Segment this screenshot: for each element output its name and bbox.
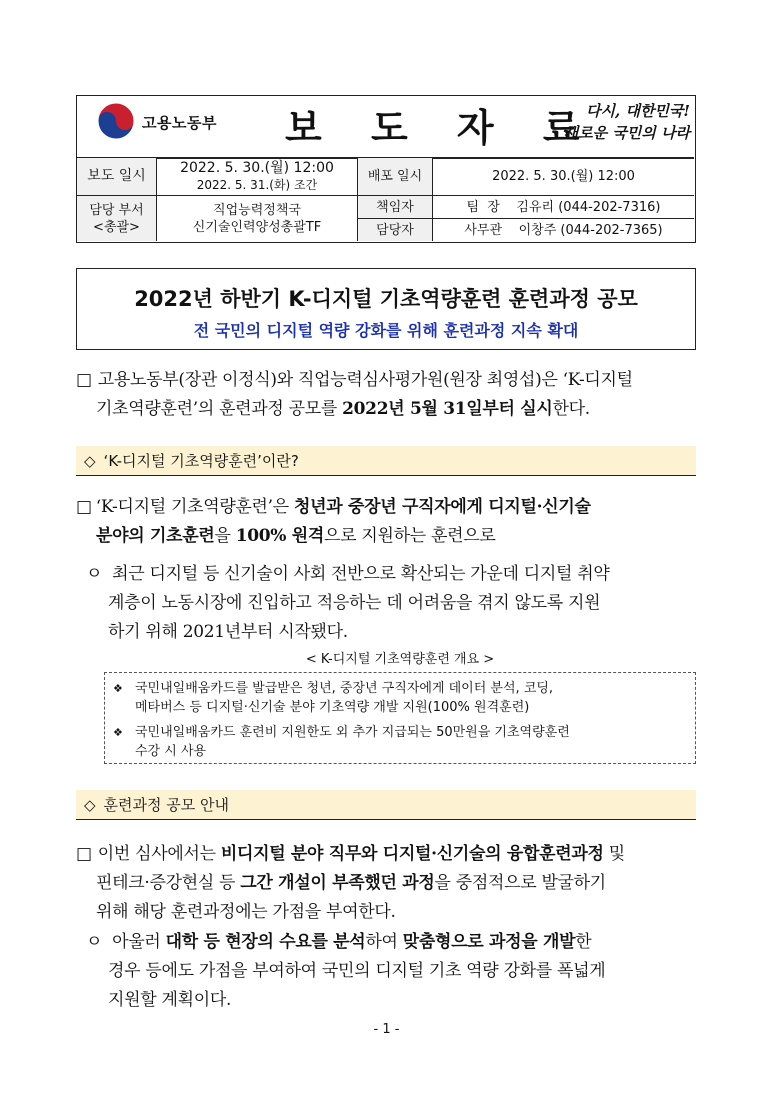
overview-item-1-line-2: 메타버스 등 디지털·신기술 분야 기초역량 개발 지원(100% 원격훈련) (135, 700, 530, 715)
intro-line-2c: 한다. (552, 399, 590, 419)
review-line-1a: 이번 심사에서는 (97, 844, 221, 864)
headline-box (76, 268, 696, 350)
section-header-about (76, 446, 696, 476)
additional-highlight-2: 맞춤형으로 과정을 개발 (402, 932, 576, 952)
paragraph-background (86, 560, 716, 647)
ministry-logo-icon (96, 101, 136, 141)
section-label-guide: 훈련과정 공모 안내 (103, 796, 230, 814)
paragraph-definition (76, 493, 716, 551)
headline: 2022년 하반기 K-디지털 기초역량훈련 훈련과정 공모 (134, 287, 638, 311)
additional-highlight-1: 대학 등 현장의 수요를 분석 (165, 932, 366, 952)
section-label-about: ‘K-디지털 기초역량훈련’이란? (103, 452, 299, 470)
paragraph-intro (76, 366, 716, 424)
diamond-bullet-icon: ❖ (113, 682, 123, 695)
overview-caption: < K-디지털 기초역량훈련 개요 > (305, 652, 495, 667)
overview-item-1 (113, 679, 691, 717)
background-line-1: 최근 디지털 등 신기술이 사회 전반으로 확산되는 가운데 디지털 취약 (112, 564, 610, 584)
overview-box (104, 672, 696, 764)
paragraph-additional (86, 928, 716, 1015)
overview-item-2-line-2: 수강 시 사용 (135, 744, 207, 759)
box-bullet: □ (76, 844, 92, 864)
release-label: 보도 일시 (77, 158, 156, 195)
release-value-2: 2022. 5. 31.(화) 조간 (196, 177, 318, 192)
definition-highlight-3: 100% 원격 (235, 526, 325, 546)
additional-line-1c: 하여 (365, 932, 403, 952)
dept-value-1: 직업능력정책국 (213, 202, 301, 218)
definition-highlight-1: 청년과 중장년 구직자에게 디지털·신기술 (294, 497, 591, 517)
diamond-bullet-icon: ❖ (113, 726, 123, 739)
doc-type-title: 보 도 자 료 (285, 105, 598, 150)
paragraph-review (76, 840, 716, 927)
definition-highlight-2: 분야의 기초훈련 (96, 526, 215, 546)
page-number: - 1 - (373, 1022, 400, 1037)
dist-label: 배포 일시 (358, 158, 432, 195)
slogan-line-2: 새로운 국민의 나라 (563, 124, 690, 142)
review-highlight-1: 비디지털 분야 직무와 디지털·신기술의 융합훈련과정 (220, 844, 604, 864)
dept-value-2: 신기술인력양성총괄TF (192, 219, 322, 235)
manager-label: 책임자 (358, 196, 432, 218)
section-header-guide (76, 790, 696, 820)
contact-value: 사무관 이창주 (044-202-7365) (464, 222, 663, 238)
additional-line-1a: 아울러 (112, 932, 166, 952)
ministry-name: 고용노동부 (142, 114, 217, 132)
slogan (540, 100, 690, 144)
release-value-1: 2022. 5. 30.(월) 12:00 (180, 159, 334, 176)
definition-line-1a: ‘K-디지털 기초역량훈련’은 (95, 497, 295, 517)
overview-item-2-line-1: 국민내일배움카드 훈련비 지원한도 외 추가 지급되는 50만원을 기초역량훈련 (135, 725, 570, 740)
diamond-icon: ◇ (84, 795, 96, 814)
box-bullet: □ (76, 497, 92, 517)
dept-label-1: 담당 부서 (89, 202, 144, 218)
review-line-2c: 을 중점적으로 발굴하기 (434, 873, 606, 893)
intro-date-highlight: 2022년 5월 31일부터 실시 (342, 399, 553, 419)
intro-line-2a: 기초역량훈련’의 훈련과정 공모를 (96, 399, 343, 419)
circle-bullet: ㅇ (86, 564, 103, 584)
intro-line-1: 고용노동부(장관 이정식)와 직업능력심사평가원(원장 최영섭)은 ‘K-디지털 (97, 370, 633, 390)
additional-line-2: 경우 등에도 가점을 부여하여 국민의 디지털 기초 역량 강화를 폭넓게 (108, 961, 606, 981)
sub-headline: 전 국민의 디지털 역량 강화를 위해 훈련과정 지속 확대 (193, 321, 579, 340)
contact-label: 담당자 (358, 219, 432, 241)
review-line-1c: 및 (603, 844, 625, 864)
manager-value: 팀 장 김유리 (044-202-7316) (466, 199, 661, 215)
release-value (157, 158, 357, 195)
dept-value (157, 196, 357, 241)
dept-label-2: <총괄> (93, 219, 140, 235)
slogan-line-1: 다시, 대한민국! (586, 102, 690, 120)
review-line-2a: 핀테크·증강현실 등 (96, 873, 241, 893)
dist-value: 2022. 5. 30.(월) 12:00 (492, 169, 635, 184)
circle-bullet: ㅇ (86, 932, 103, 952)
additional-line-1e: 한 (575, 932, 592, 952)
diamond-icon: ◇ (84, 451, 96, 470)
dept-label (77, 196, 156, 241)
review-line-3: 위해 해당 훈련과정에는 가점을 부여한다. (96, 902, 396, 922)
overview-item-2 (113, 723, 691, 761)
box-bullet: □ (76, 370, 92, 390)
overview-item-1-line-1: 국민내일배움카드를 발급받은 청년, 중장년 구직자에게 데이터 분석, 코딩, (135, 681, 554, 696)
background-line-3: 하기 위해 2021년부터 시작됐다. (108, 622, 348, 642)
definition-line-2b: 을 (214, 526, 236, 546)
additional-line-3: 지원할 계획이다. (108, 990, 232, 1010)
review-highlight-2: 그간 개설이 부족했던 과정 (240, 873, 435, 893)
background-line-2: 계층이 노동시장에 진입하고 적응하는 데 어려움을 겪지 않도록 지원 (108, 593, 601, 613)
definition-line-2d: 으로 지원하는 훈련으로 (324, 526, 496, 546)
